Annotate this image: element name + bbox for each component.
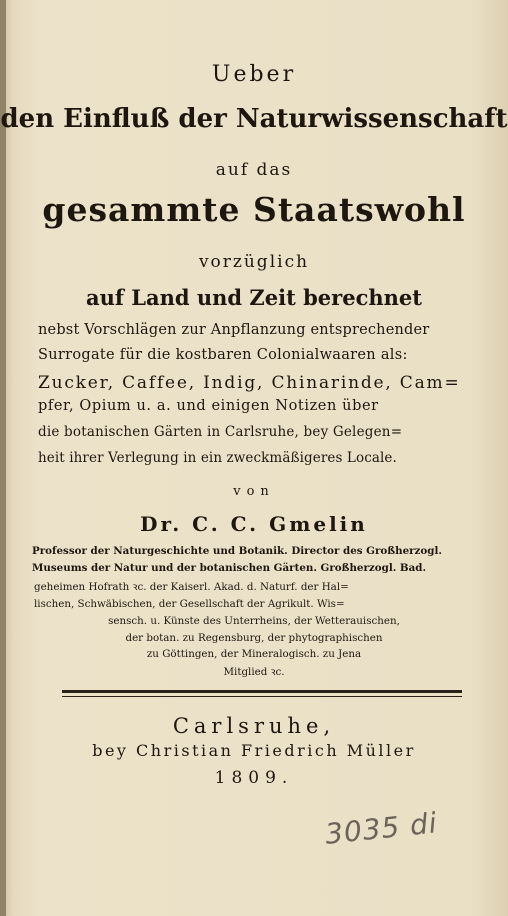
title-vorzueglich: vorzüglich [198, 252, 310, 272]
subtitle-line: Surrogate für die kostbaren Colonialwaaren als: [38, 347, 408, 363]
subtitle-line: Zucker, Caffee, Indig, Chinarinde, Cam= [38, 373, 461, 393]
credentials-line: zu Göttingen, der Mineralogisch. zu Jena [146, 648, 362, 660]
imprint-year: 1809. [214, 768, 294, 788]
title-ueber: Ueber [211, 62, 297, 87]
byline-von: von [233, 484, 275, 499]
credentials-line: geheimen Hofrath ꝛc. der Kaiserl. Akad. d. Naturf. der Hal= [34, 581, 349, 593]
subtitle-line: heit ihrer Verlegung in ein zweckmäßigeres Locale. [38, 450, 397, 466]
separator-rule [62, 690, 462, 693]
credentials-line: Mitglied ꝛc. [223, 666, 285, 678]
credentials-line: Museums der Natur und der botanischen Gärten. Großherzogl. Bad. [32, 562, 427, 574]
subtitle-line: nebst Vorschlägen zur Anpflanzung entsprechender [38, 322, 430, 338]
subtitle-line: die botanischen Gärten in Carlsruhe, bey Gelegen= [38, 424, 403, 440]
credentials-line: Professor der Naturgeschichte und Botanik. Director des Großherzogl. [32, 545, 442, 557]
title-main-line: den Einfluß der Naturwissenschaft [0, 104, 508, 134]
credentials-line: der botan. zu Regensburg, der phytographischen [125, 632, 383, 644]
credentials-line: sensch. u. Künste des Unterrheins, der Wetterauischen, [108, 615, 400, 627]
author-name: Dr. C. C. Gmelin [140, 512, 368, 536]
credentials-line: lischen, Schwäbischen, der Gesellschaft der Agrikult. Wis= [34, 598, 345, 610]
imprint-city: Carlsruhe, [172, 714, 336, 738]
title-staatswohl: gesammte Staatswohl [42, 190, 466, 229]
title-land-zeit: auf Land und Zeit berechnet [86, 285, 422, 310]
handwritten-shelfmark: 3035 di [323, 806, 440, 851]
subtitle-line: pfer, Opium u. a. und einigen Notizen über [38, 398, 379, 414]
imprint-publisher: bey Christian Friedrich Müller [92, 741, 416, 760]
title-auf-das: auf das [215, 160, 293, 180]
separator-rule-thin [62, 696, 462, 697]
